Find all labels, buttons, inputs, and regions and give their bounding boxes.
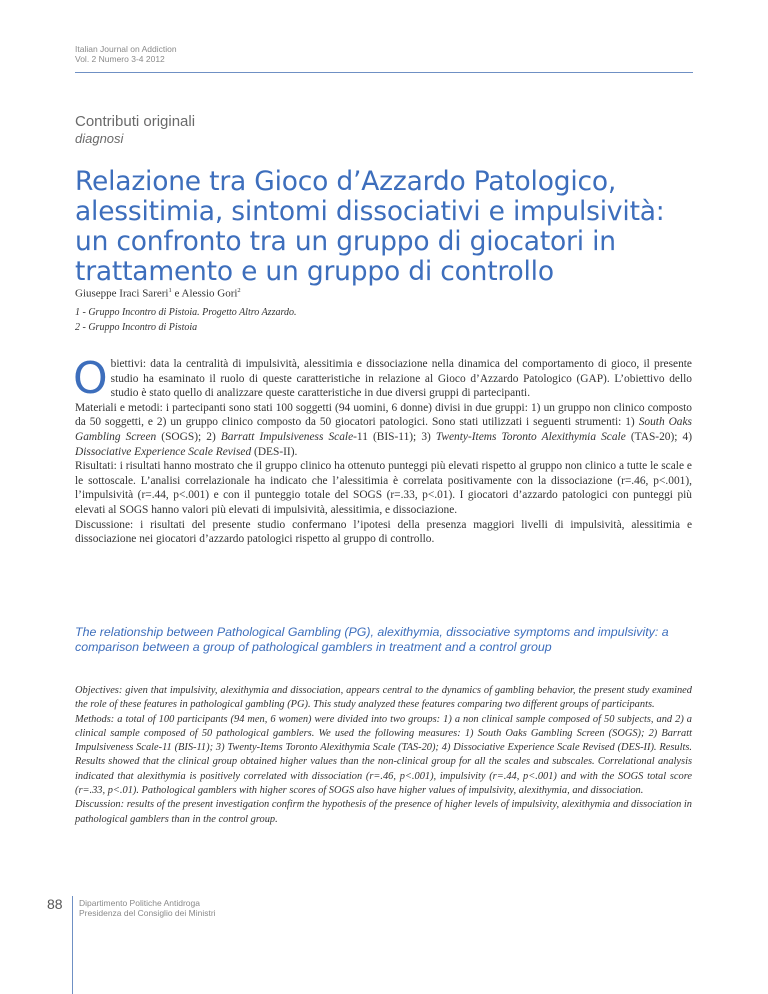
scale-sogs: South Oaks Gambling Screen bbox=[75, 416, 692, 443]
scale-des: Dissociative Experience Scale Revised bbox=[75, 445, 252, 458]
footer-rule bbox=[72, 896, 73, 994]
author-list bbox=[75, 287, 241, 300]
footer-line-2: Presidenza del Consiglio dei Ministri bbox=[79, 908, 216, 918]
methods-text: Materiali e metodi: i partecipanti sono stati 100 soggetti (94 uomini, 6 donne) divisi in due gruppi: 1) un gruppo non clinico composto da 50 soggetti, e 2) un gruppo clinico composto da 50 giocatori patologici. Sono stati utilizzati i seguenti strumenti: 1) bbox=[75, 401, 692, 429]
abstract-discussion: Discussione: i risultati del presente studio confermano l’ipotesi della presenza maggiori livelli di impulsività, alessitimia e dissociazione nei giocatori d’azzardo patologici rispetto al gruppo di controllo. bbox=[75, 518, 692, 546]
affiliation-2: 2 - Gruppo Incontro di Pistoia bbox=[75, 322, 198, 333]
page-number: 88 bbox=[47, 896, 63, 912]
header-rule bbox=[75, 72, 693, 73]
journal-volume: Vol. 2 Numero 3-4 2012 bbox=[75, 54, 165, 64]
abstract-english bbox=[75, 684, 692, 827]
abstract-en-methods: Methods: a total of 100 participants (94 men, 6 women) were divided into two groups: 1) a non clinical sample composed of 50 subjects, and 2) a clinical sample composed of 50 pathological gamblers. We used the following measures: 1) South Oaks Gambling Screen (SOGS); 2) Barratt Impulsiveness Scale-11 (BIS-11); 3) Twenty-Items Toronto Alexithymia Scale (TAS-20); 4) Dissociative Experience Scale Revised (DES-II). Results. Results showed that the clinical group obtained higher values than the non-clinical group for all the scales and subscales. Correlational analysis indicated that alexithymia is positively correlated with dissociation (r=.46, p<.001), impulsivity (r=.44, p<.001) and with the SOGS total score (r=.33, p<.01). Pathological gamblers with higher scores of SOGS also have higher values of impulsivity, alexithymia, and dissociation. bbox=[75, 713, 692, 797]
author-2-affiliation-mark: 2 bbox=[237, 287, 241, 294]
abstract-en-objectives: Objectives: given that impulsivity, alexithymia and dissociation, appears central to the dynamics of gambling behavior, the present study examined the role of these features in pathological gambling (PG). This study analyzed these features comparing two different groups of participants. bbox=[75, 685, 692, 711]
author-1-affiliation-mark: 1 bbox=[168, 287, 172, 294]
methods-text: (TAS-20); 4) bbox=[625, 430, 693, 443]
abstract-en-discussion: Discussion: results of the present investigation confirm the hypothesis of the presence of higher levels of impulsivity, alexithymia and dissociation in pathological gamblers than in the control group. bbox=[75, 799, 692, 825]
section-name: Contributi originali bbox=[75, 113, 196, 130]
drop-cap: O bbox=[73, 353, 108, 404]
scale-tas: Twenty-Items Toronto Alexithymia Scale bbox=[435, 430, 626, 443]
methods-text: -11 (BIS-11); 3) bbox=[353, 430, 436, 443]
running-header bbox=[75, 44, 177, 64]
abstract-objectives-text: biettivi: data la centralità di impulsività, alessitimia e dissociazione nella dinamica del comportamento di gioco, il presente studio ha esaminato il ruolo di queste caratteristiche in relazione al Gioco d’Azzardo Patologico (GAP). L’obiettivo dello studio è stato quello di analizzare queste caratteristiche in due diversi gruppi di partecipanti. bbox=[110, 358, 692, 400]
scale-bis: Barratt Impulsiveness Scale bbox=[220, 430, 354, 443]
methods-text: (SOGS); 2) bbox=[156, 430, 221, 443]
section-subname: diagnosi bbox=[75, 131, 124, 146]
english-title: The relationship between Pathological Gambling (PG), alexithymia, dissociative symptoms and impulsivity: a comparison between a group of pathological gamblers in treatment and a control group bbox=[75, 625, 669, 654]
affiliation-1: 1 - Gruppo Incontro di Pistoia. Progetto Altro Azzardo. bbox=[75, 307, 297, 318]
journal-name: Italian Journal on Addiction bbox=[75, 44, 177, 54]
article-title: Relazione tra Gioco d’Azzardo Patologico, alessitimia, sintomi dissociativi e impulsività: un confronto tra un gruppo di giocatori in trattamento e un gruppo di controllo bbox=[75, 166, 665, 287]
footer-publisher bbox=[79, 898, 216, 918]
author-separator: e bbox=[171, 287, 182, 300]
abstract-results: Risultati: i risultati hanno mostrato che il gruppo clinico ha ottenuto punteggi più elevati rispetto al gruppo non clinico a tutte le scale e le sottoscale. L’analisi correlazionale ha indicato che l’alessitimia è correlata positivamente con la dissociazione (r=.46, p<.001), l’impulsività (r=.44, p<.001) e con il punteggio totale del SOGS (r=.33, p<.01). I giocatori d’azzardo patologici con punteggi più elevati al SOGS hanno valori più elevati di impulsività, alessitimia, e dissociazione. bbox=[75, 460, 692, 516]
author-1: Giuseppe Iraci Sareri bbox=[75, 287, 169, 300]
author-2: Alessio Gori bbox=[181, 287, 238, 300]
abstract-italian bbox=[73, 353, 693, 547]
footer-line-1: Dipartimento Politiche Antidroga bbox=[79, 898, 200, 908]
abstract-objectives bbox=[73, 353, 692, 404]
abstract-methods bbox=[75, 401, 692, 459]
section-heading bbox=[75, 113, 195, 146]
methods-text: (DES-II). bbox=[251, 445, 298, 458]
